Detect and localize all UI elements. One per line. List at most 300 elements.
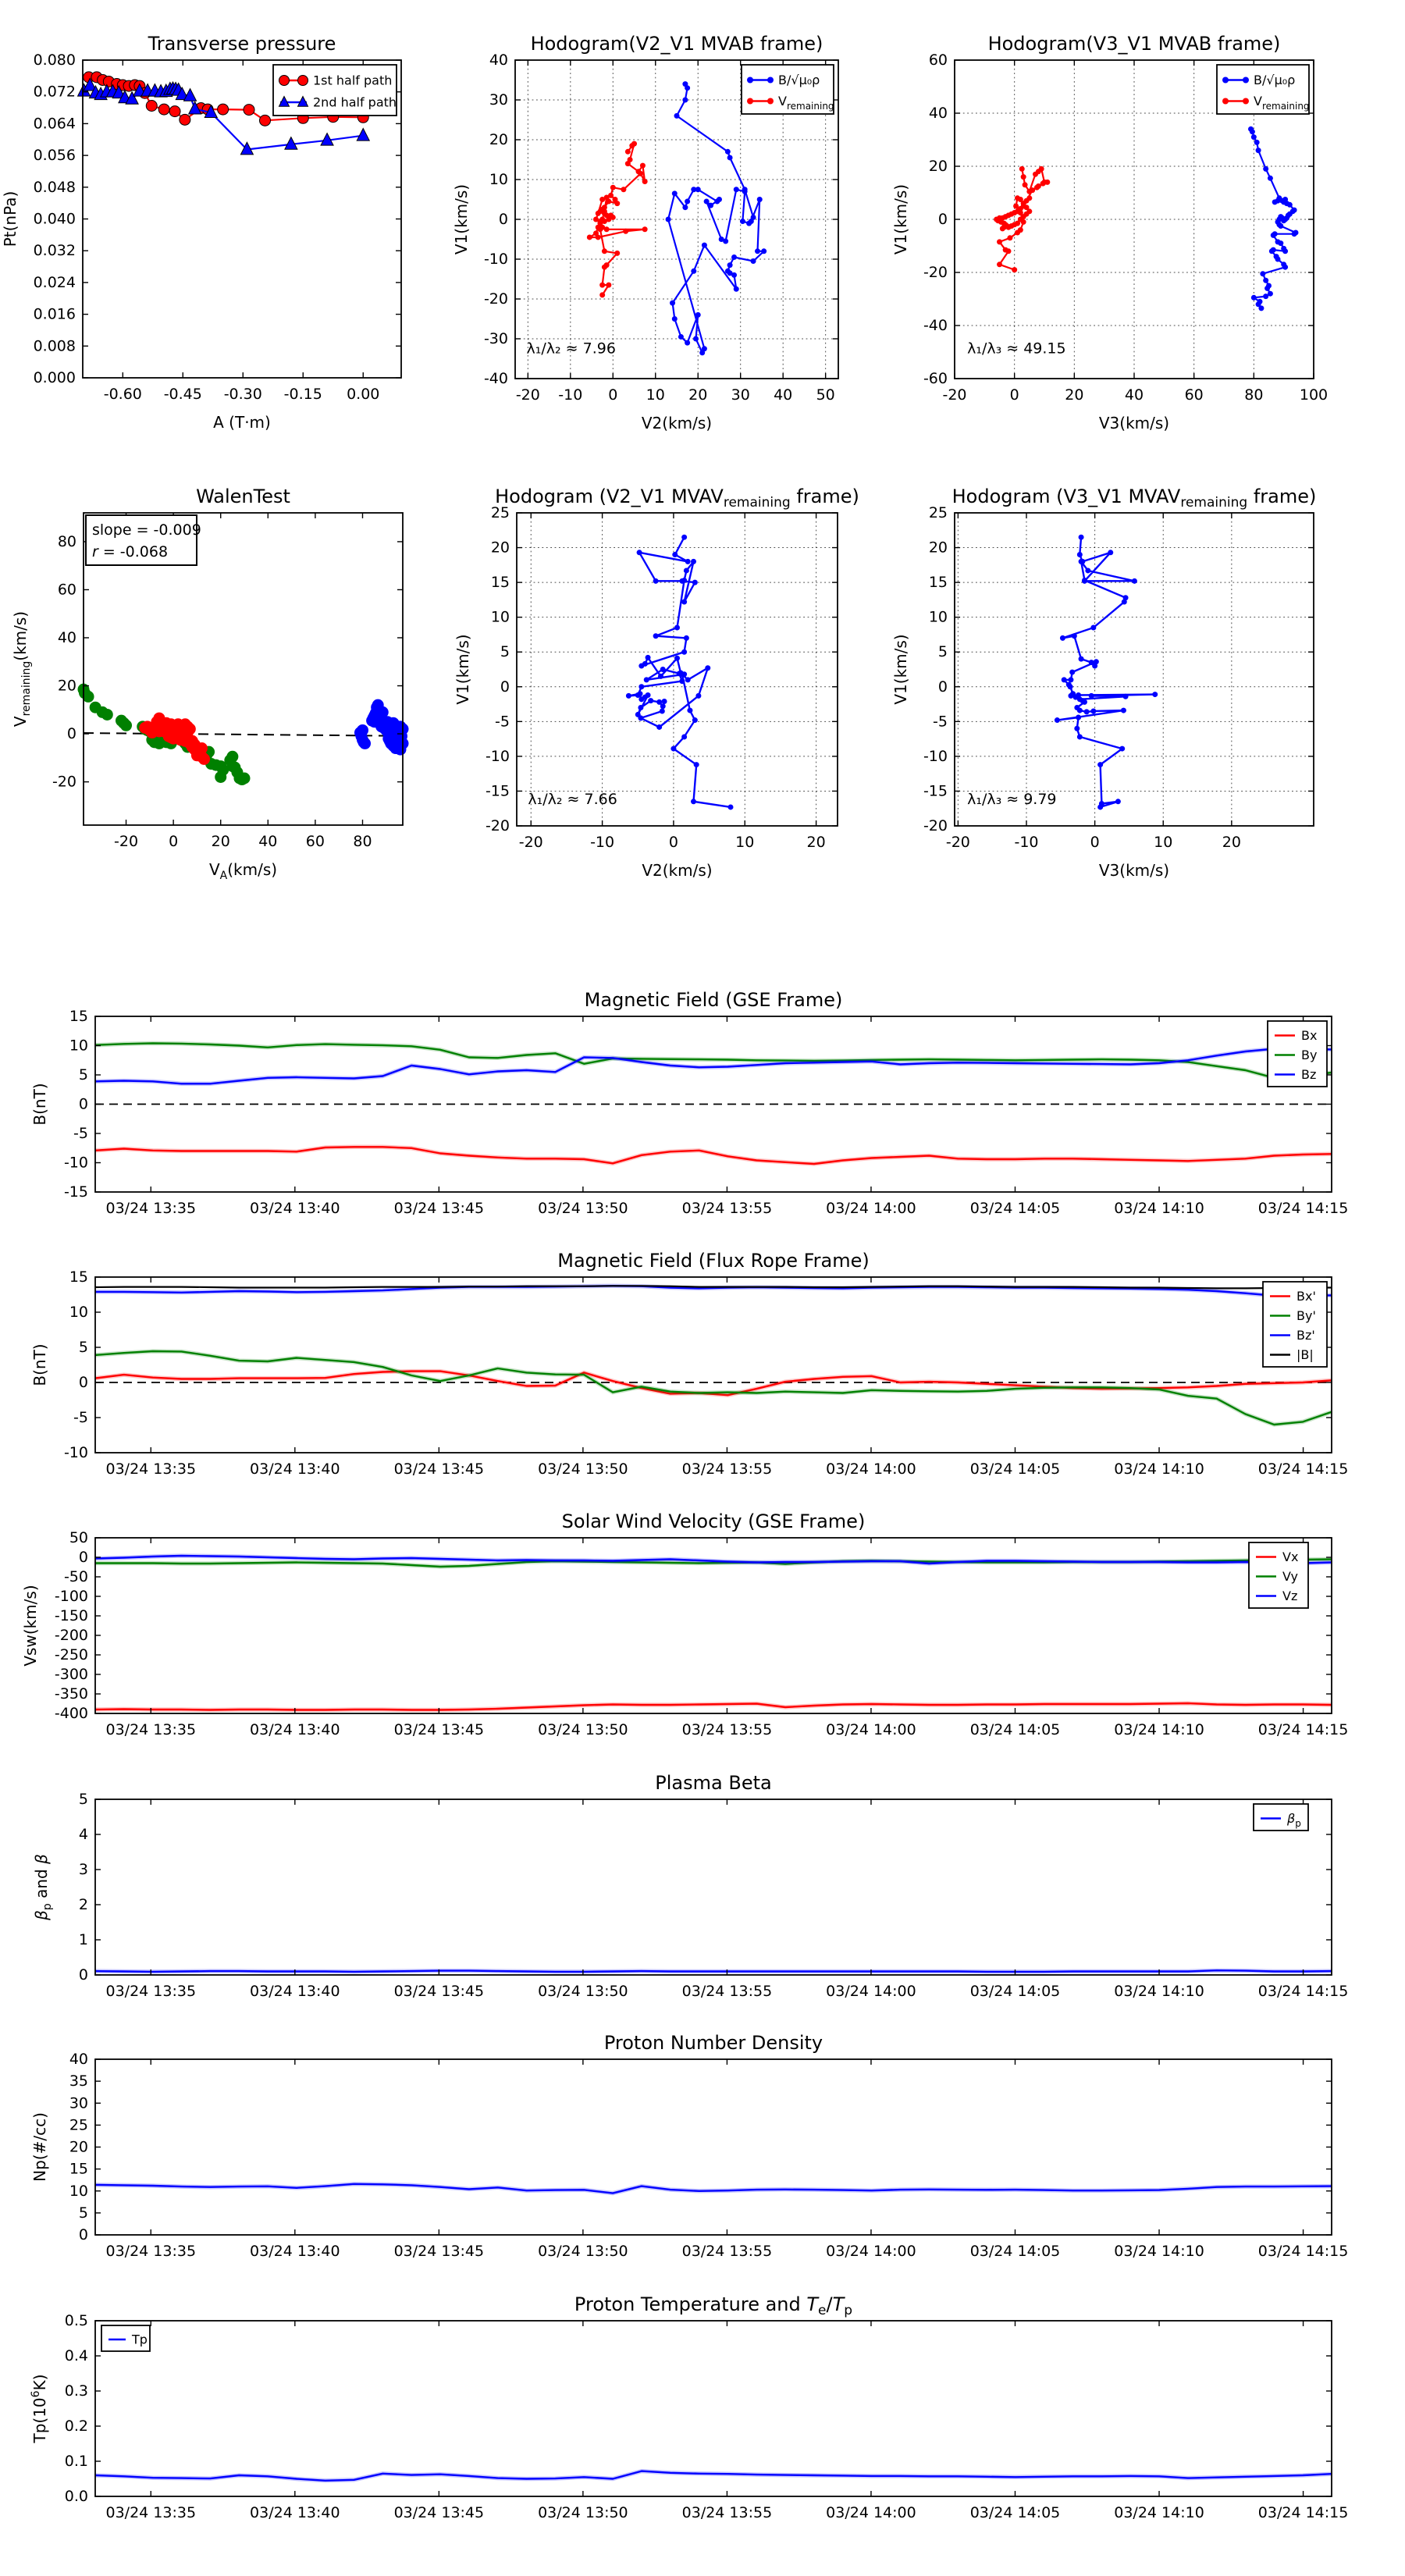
xtick-label: 03/24 14:10 [1114,1461,1204,1478]
marker-dot [1085,568,1090,573]
xtick-label: 03/24 13:40 [250,1983,340,2000]
marker-dot [1122,600,1127,605]
marker-dot [359,738,371,749]
xtick-label: 03/24 13:55 [681,1461,773,1478]
marker-dot [1097,762,1103,767]
marker-dot [1108,550,1113,555]
ytick-label: -40 [923,317,948,334]
marker-dot [681,649,687,655]
marker-dot [681,578,687,583]
xtick-label: 03/24 13:45 [393,1983,485,2000]
xtick-label: 40 [258,833,278,850]
xtick-label: 03/24 13:50 [538,1461,628,1478]
ytick-label: 15 [928,574,948,592]
ytick-label: 10 [489,171,508,188]
marker-dot [169,106,180,117]
xtick-label: 60 [305,833,325,850]
marker-dot [717,197,722,202]
legend-label: Bz' [1297,1328,1315,1343]
marker-dot [638,684,644,689]
ytick-label: 2 [78,1896,88,1913]
ytick-label: 0.1 [64,2453,88,2470]
ytick-label: 0 [937,211,948,228]
marker-dot [1044,180,1050,185]
marker-dot [1069,670,1075,675]
marker-dot [761,248,767,254]
ytick-label: 15 [69,2160,88,2178]
ytick-label: -15 [63,1183,88,1201]
xtick-label: 03/24 14:15 [1257,2243,1349,2260]
xtick-label: 03/24 13:50 [538,2504,628,2521]
ytick-label: 20 [69,2138,88,2156]
ytick-label: 15 [69,1008,88,1025]
marker-dot [660,708,665,713]
xtick-label: 03/24 13:45 [393,1461,485,1478]
marker-dot [1269,248,1275,254]
ytick-label: 0.080 [33,52,76,69]
axes-frame [955,513,1314,826]
xtick-label: -20 [515,386,540,404]
marker-dot [1243,98,1249,105]
xtick-label: 0.00 [347,386,380,403]
xtick-label: 03/24 13:35 [105,1200,197,1217]
panel-mag-fluxrope [30,1250,1348,1478]
marker-dot [279,76,290,86]
marker-dot [723,239,728,244]
marker-dot [1023,182,1028,187]
ytick-label: -30 [483,330,508,347]
marker-dot [1084,709,1090,714]
xtick-label: 40 [1124,386,1144,404]
marker-dot [1271,233,1276,238]
panel-proton-temperature [30,2293,1348,2521]
legend [742,65,834,114]
marker-dot [642,226,648,232]
ytick-label: 0.4 [64,2347,88,2364]
legend-label: Bz [1301,1067,1317,1082]
ytick-label: -100 [54,1588,88,1605]
marker-dot [685,199,690,205]
marker-dot [656,699,662,705]
marker-dot [1263,294,1268,299]
xtick-label: -0.45 [163,386,202,403]
marker-dot [1278,223,1283,229]
ytick-label: 20 [490,539,510,557]
xtick-label: 03/24 14:05 [969,2243,1061,2260]
marker-dot [685,85,690,91]
xtick-label: 40 [774,386,793,404]
marker-dot [672,316,678,322]
xtick-label: 10 [1154,834,1173,851]
ytick-label: 0.040 [33,210,76,228]
marker-dot [1039,166,1044,172]
xtick-label: 20 [806,834,826,851]
x-axis-label: V3(km/s) [1098,414,1170,432]
marker-dot [1222,77,1229,84]
ytick-label: 60 [57,581,76,599]
legend-label: |B| [1297,1347,1314,1362]
xtick-label: -20 [518,834,543,851]
ytick-label: 0 [78,2226,88,2243]
xtick-label: 03/24 13:45 [393,1200,485,1217]
marker-dot [727,155,733,160]
y-axis-label: Np(#/cc) [30,2112,49,2182]
xtick-label: -0.15 [283,386,322,403]
marker-dot [734,286,739,292]
panel-plasma-beta [32,1772,1348,2000]
marker-dot [1068,693,1073,699]
ytick-label: 0.2 [64,2418,88,2435]
marker-dot [120,720,132,731]
x-axis-label: V3(km/s) [1098,861,1170,880]
x-axis-label: V2(km/s) [642,861,713,880]
marker-dot [685,677,691,682]
legend-label: $\beta_p$ [1287,1811,1301,1829]
marker-dot [691,559,696,564]
marker-dot [1121,708,1126,713]
marker-dot [614,201,620,206]
ytick-label: 0.048 [33,178,76,196]
marker-dot [725,149,731,155]
marker-dot [158,104,169,115]
legend [1249,1542,1308,1608]
xtick-label: 03/24 14:10 [1114,2504,1204,2521]
ytick-label: 5 [500,643,510,661]
marker-dot [626,693,631,699]
ytick-label: -20 [923,817,948,834]
ytick-label: 0 [78,1374,88,1391]
marker-dot [691,269,696,274]
marker-dot [731,272,737,278]
marker-dot [670,746,676,752]
xtick-label: 30 [731,386,750,404]
legend-label: Vx [1282,1550,1299,1564]
legend-label: By' [1297,1308,1316,1323]
stats-line: slope = -0.009 [92,521,201,539]
marker-dot [1251,295,1257,301]
marker-dot [731,254,737,260]
ytick-label: 15 [69,1268,88,1286]
ytick-label: -20 [52,773,76,791]
marker-dot [1026,195,1032,201]
marker-dot [1263,166,1268,172]
marker-dot [599,292,605,297]
xtick-label: 03/24 13:40 [250,2243,340,2260]
ytick-label: -20 [483,290,508,308]
xtick-label: 03/24 14:00 [826,1461,916,1478]
marker-dot [692,580,698,585]
xtick-label: -10 [1014,834,1039,851]
legend [1254,1804,1308,1831]
xtick-label: 03/24 14:10 [1114,1983,1204,2000]
ytick-label: 0 [500,678,510,696]
marker-dot [244,105,254,116]
axes-frame [95,2059,1332,2235]
xtick-label: 20 [1222,834,1241,851]
marker-dot [642,179,648,184]
marker-dot [693,336,699,342]
marker-dot [662,699,667,704]
marker-dot [685,559,691,564]
series-By' [95,1351,1332,1425]
marker-dot [1082,699,1087,705]
marker-dot [728,804,734,809]
xtick-label: 03/24 14:15 [1257,2504,1349,2521]
ytick-label: -10 [923,747,948,765]
xtick-label: 03/24 13:40 [250,1721,340,1738]
marker-dot [658,674,663,679]
marker-dot [604,194,610,200]
marker-dot [1012,267,1017,272]
ytick-label: 0 [498,211,508,228]
marker-dot [1079,656,1084,662]
marker-dot [1243,77,1249,84]
legend-box [1268,1021,1327,1087]
ytick-label: 10 [928,608,948,626]
ytick-label: 0 [66,725,76,743]
ytick-label: 30 [69,2094,88,2112]
marker-dot [1000,226,1005,231]
marker-dot [1074,726,1080,731]
ytick-label: 5 [937,643,948,661]
panel-title: Transverse pressure [148,33,336,55]
marker-dot [1060,635,1065,641]
xtick-label: -0.30 [223,386,262,403]
marker-dot [602,265,607,270]
ytick-label: 10 [490,608,510,626]
y-axis-label: $V_{remaining}(km/s)$ [11,610,33,728]
ytick-label: 0.008 [33,337,76,355]
marker-dot [1250,129,1255,134]
xtick-label: 03/24 14:00 [826,1983,916,2000]
marker-dot [1079,559,1084,564]
marker-dot [602,248,607,254]
ytick-label: -150 [54,1607,88,1624]
marker-dot [678,334,684,340]
ytick-label: -350 [54,1685,88,1703]
xtick-label: 03/24 13:40 [250,1461,340,1478]
marker-dot [767,98,774,105]
marker-dot [695,693,701,699]
ytick-label: -5 [933,713,948,731]
legend [1217,65,1310,114]
marker-dot [198,753,210,765]
ytick-label: 20 [928,158,948,175]
marker-dot [653,578,659,584]
legend-label: Bx [1301,1028,1318,1043]
marker-dot [1254,140,1260,145]
marker-dot [226,751,238,763]
marker-dot [1006,248,1012,254]
marker-dot [1090,708,1096,713]
xtick-label: 0 [668,834,678,851]
marker-dot [298,76,308,86]
marker-dot [637,550,642,555]
marker-dot [1275,257,1281,262]
legend-label: Vz [1282,1589,1298,1603]
marker-dot [1019,166,1025,172]
y-axis-label: $\beta_p$ and β [32,1854,54,1920]
marker-dot [666,217,671,222]
panel-title: Hodogram (V3_V1 $MVAV_{remaining}$ frame) [951,486,1317,511]
panel-title: Hodogram(V2_V1 MVAB frame) [530,33,823,55]
legend-label: B/√μ₀ρ [778,73,820,87]
legend-label: $V_{remaining}$ [1254,94,1310,112]
x-axis-label: V2(km/s) [641,414,713,432]
marker-dot [1287,202,1293,208]
ytick-label: -300 [54,1666,88,1683]
xtick-label: 80 [353,833,372,850]
ytick-label: -60 [923,370,948,387]
panel-title: Magnetic Field (GSE Frame) [584,989,843,1011]
ytick-label: -200 [54,1627,88,1644]
xtick-label: 03/24 14:00 [826,1721,916,1738]
marker-dot [1292,231,1297,237]
xtick-label: 03/24 14:10 [1114,1721,1204,1738]
marker-dot [638,171,643,176]
legend-label: 1st half path [313,73,393,88]
xtick-label: 60 [1184,386,1204,404]
ytick-label: 0.5 [64,2312,88,2329]
marker-dot [1018,210,1023,215]
marker-dot [682,98,688,103]
xtick-label: 03/24 13:35 [105,1983,197,2000]
marker-dot [1132,578,1137,584]
panel-vsw-gse [21,1510,1348,1738]
ytick-label: 0.3 [64,2382,88,2400]
marker-dot [1282,265,1288,270]
xtick-label: 03/24 13:50 [538,1200,628,1217]
marker-dot [1082,578,1087,583]
marker-dot [602,208,607,214]
ytick-label: 0 [78,1549,88,1566]
marker-dot [734,187,739,192]
marker-dot [1278,240,1283,246]
panel-walen-test [11,486,409,882]
xtick-label: 0 [169,833,179,850]
marker-dot [1089,693,1094,699]
xtick-label: 03/24 14:05 [969,1200,1061,1217]
marker-dot [1094,659,1099,664]
xtick-label: -10 [558,386,583,404]
panel-title: Solar Wind Velocity (GSE Frame) [561,1510,866,1532]
xtick-label: 03/24 14:05 [969,1721,1061,1738]
xtick-label: -0.60 [103,386,142,403]
marker-dot [747,77,753,84]
marker-dot [708,203,713,208]
panel-title: Plasma Beta [655,1772,772,1794]
ytick-label: 1 [78,1931,88,1948]
legend [101,2325,150,2351]
marker-dot [239,773,251,785]
ytick-label: -5 [495,713,510,731]
marker-dot [180,114,190,125]
marker-dot [1015,230,1020,236]
y-axis-label: V1(km/s) [891,634,910,705]
ytick-label: 20 [489,131,508,148]
ytick-label: 0.016 [33,305,76,323]
marker-dot [1077,552,1083,557]
marker-dot [757,197,763,202]
xtick-label: 03/24 14:00 [826,2504,916,2521]
y-axis-label: Pt(nPa) [1,190,20,247]
marker-dot [674,625,680,631]
marker-dot [695,312,701,318]
ytick-label: 0 [78,1095,88,1113]
marker-dot [747,98,753,105]
marker-dot [640,163,646,169]
marker-dot [1076,714,1081,720]
ytick-label: -10 [63,1154,88,1172]
marker-dot [218,104,229,115]
xtick-label: 20 [1065,386,1084,404]
marker-dot [642,661,648,667]
lambda-annotation: λ₁/λ₃ ≈ 49.15 [967,340,1066,358]
marker-dot [631,141,637,147]
marker-dot [1030,187,1035,193]
marker-dot [101,709,113,720]
stats-line: r = -0.068 [92,543,169,560]
ytick-label: -10 [63,1444,88,1461]
axes-frame [95,2321,1332,2496]
ytick-label: 20 [57,677,76,695]
ytick-label: 30 [489,91,508,109]
marker-dot [625,161,631,166]
ytick-label: 5 [78,1339,88,1356]
marker-dot [1007,235,1012,240]
marker-dot [1282,248,1288,254]
ytick-label: -250 [54,1646,88,1663]
panel-hodogram-v2v1-mvav [454,486,859,880]
series-Bz [95,1049,1332,1084]
ytick-label: 35 [69,2073,88,2090]
series-beta p [95,1970,1332,1972]
panel-title: Hodogram (V2_V1 $MVAV_{remaining}$ frame) [495,486,859,511]
xtick-label: 100 [1299,386,1329,404]
y-axis-label: Vsw(km/s) [21,1585,40,1667]
ytick-label: 0.064 [33,115,76,133]
xtick-label: 03/24 13:45 [393,2504,485,2521]
marker-dot [1115,799,1121,804]
marker-dot [1015,195,1020,201]
xtick-label: 03/24 13:45 [393,2243,485,2260]
xtick-label: 0 [608,386,618,404]
marker-dot [755,248,760,254]
panel-mag-gse [30,989,1348,1217]
panel-title: WalenTest [196,486,290,507]
marker-dot [702,243,707,248]
marker-dot [1021,174,1026,180]
marker-dot [704,199,710,205]
marker-dot [623,229,628,234]
ytick-label: -40 [483,370,508,387]
ytick-label: 10 [69,1304,88,1321]
marker-dot [593,230,599,236]
xtick-label: 20 [688,386,708,404]
xtick-label: 03/24 13:55 [681,1721,773,1738]
xtick-label: 03/24 13:55 [681,2504,773,2521]
marker-dot [604,226,610,232]
marker-dot [638,705,643,710]
xtick-label: 10 [735,834,755,851]
marker-dot [1077,734,1083,739]
ytick-label: 4 [78,1826,88,1843]
marker-dot [660,667,666,672]
xtick-label: 03/24 13:45 [393,1721,485,1738]
marker-triangle [357,128,369,141]
marker-dot [215,771,226,783]
xtick-label: 03/24 13:55 [681,1983,773,2000]
